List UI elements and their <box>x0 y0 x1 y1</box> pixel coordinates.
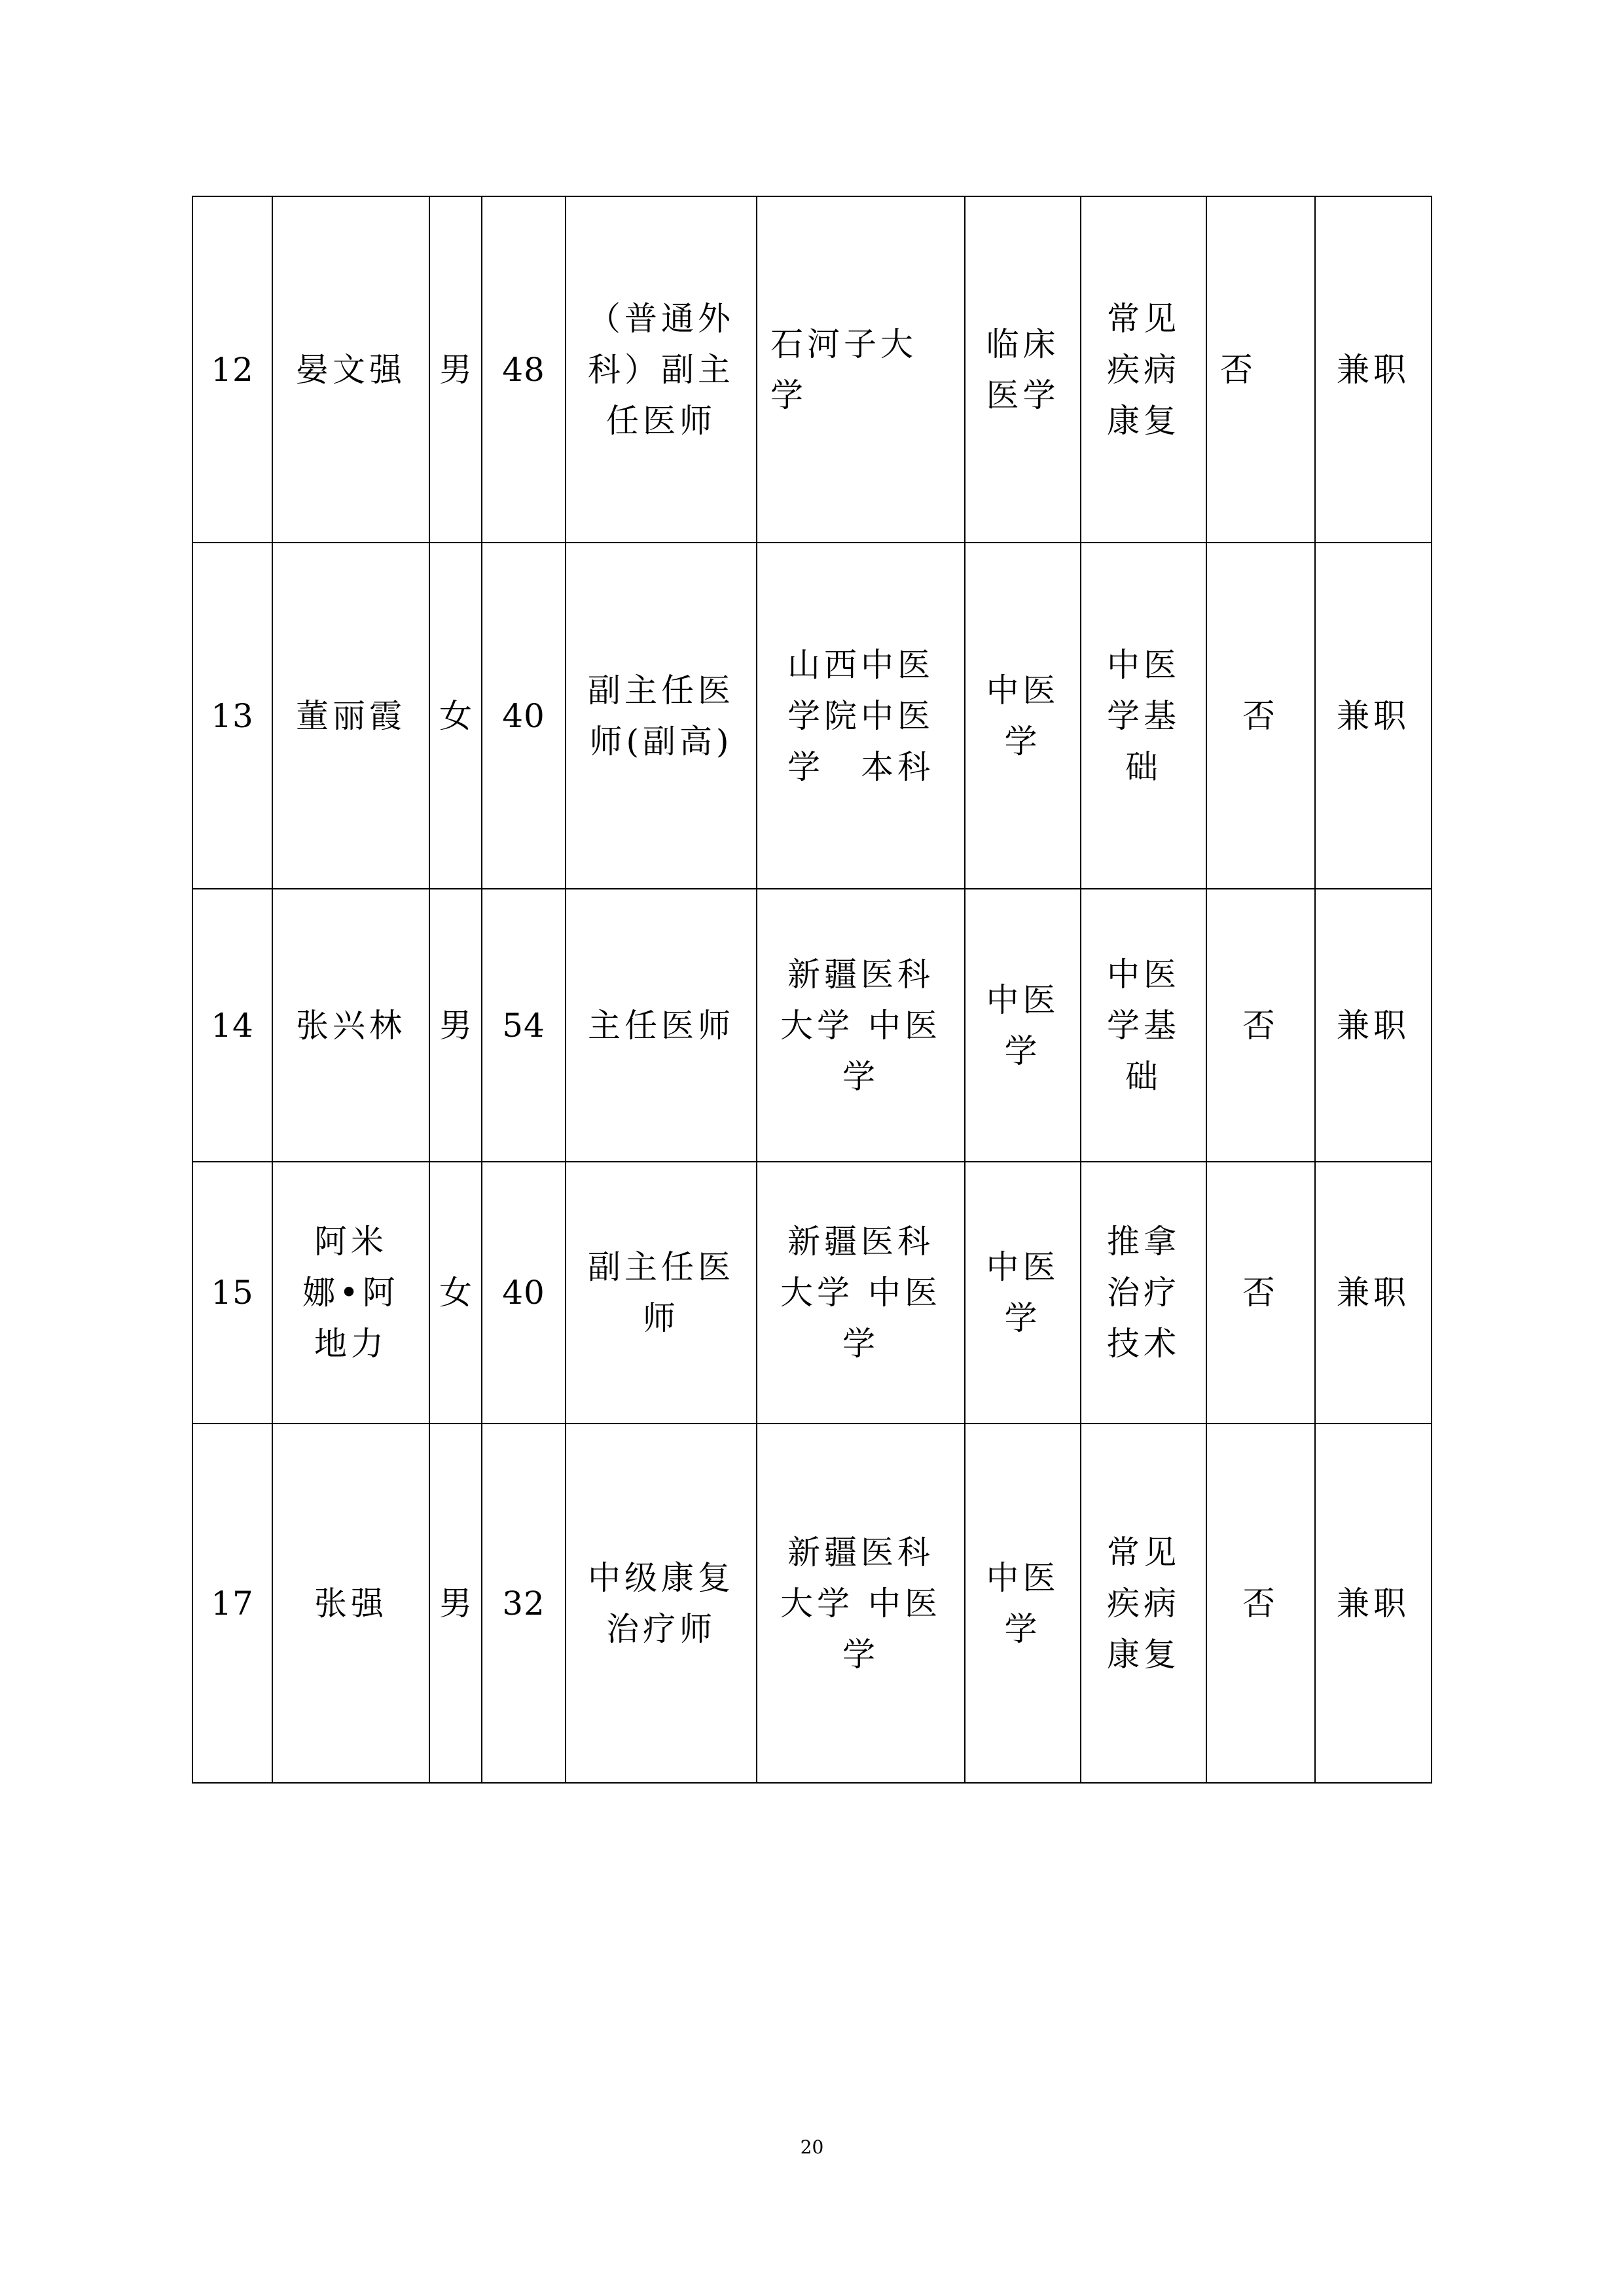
cell-subject <box>1081 543 1206 889</box>
cell-school-line: 石河子大 <box>770 325 917 363</box>
cell-subject-line: 学基 <box>1107 1006 1180 1045</box>
cell-school-line: 学 <box>842 1325 879 1363</box>
cell-major-line: 医学 <box>986 376 1060 414</box>
cell-title-line: 主任医师 <box>588 1006 734 1045</box>
cell-subject-line: 常见 <box>1107 1533 1180 1571</box>
cell-major-line: 学 <box>1004 1299 1041 1337</box>
cell-name <box>272 889 429 1162</box>
cell-school-line: 学 <box>842 1635 879 1674</box>
cell-school-line: 大学 中医 <box>780 1006 941 1045</box>
cell-name-line: 阿米 <box>314 1223 388 1261</box>
cell-major <box>965 1162 1081 1424</box>
cell-name <box>272 196 429 543</box>
cell-school-line: 山西中医 <box>787 645 934 684</box>
cell-subject-line: 疾病 <box>1107 1584 1180 1623</box>
cell-school-line: 学 <box>770 376 807 414</box>
cell-age: 40 <box>482 1162 566 1424</box>
cell-school <box>757 1424 965 1783</box>
table-row <box>192 889 1432 1162</box>
cell-title-line: 师 <box>643 1299 679 1337</box>
cell-major-line: 中医 <box>986 1248 1060 1286</box>
table-row <box>192 1424 1432 1783</box>
cell-major-line: 中医 <box>986 1558 1060 1597</box>
cell-age: 54 <box>482 889 566 1162</box>
cell-subject <box>1081 1162 1206 1424</box>
cell-name-line: 张强 <box>314 1584 388 1623</box>
cell-school-line: 新疆医科 <box>787 955 934 994</box>
cell-school <box>757 543 965 889</box>
cell-major <box>965 1424 1081 1783</box>
cell-age: 32 <box>482 1424 566 1783</box>
cell-subject <box>1081 1424 1206 1783</box>
cell-major-line: 学 <box>1004 722 1041 761</box>
cell-subject-line: 学基 <box>1107 696 1180 735</box>
cell-major <box>965 889 1081 1162</box>
cell-flag: 否 <box>1206 196 1315 543</box>
cell-title <box>566 1162 757 1424</box>
cell-subject-line: 中医 <box>1107 645 1180 684</box>
cell-number: 12 <box>192 196 272 543</box>
cell-gender: 男 <box>429 196 482 543</box>
cell-name-line: 董丽霞 <box>296 696 406 735</box>
cell-school-line: 新疆医科 <box>787 1223 934 1261</box>
cell-name <box>272 543 429 889</box>
cell-name <box>272 1424 429 1783</box>
cell-major <box>965 196 1081 543</box>
cell-employment: 兼职 <box>1315 543 1432 889</box>
cell-name-line: 张兴林 <box>296 1006 406 1045</box>
staff-table <box>192 196 1432 1784</box>
cell-flag: 否 <box>1206 889 1315 1162</box>
cell-school <box>757 1162 965 1424</box>
table-row <box>192 543 1432 889</box>
cell-subject-line: 常见 <box>1107 299 1180 338</box>
cell-title <box>566 196 757 543</box>
cell-title-line: 科）副主 <box>588 350 734 389</box>
cell-title <box>566 1424 757 1783</box>
cell-employment: 兼职 <box>1315 196 1432 543</box>
cell-subject-line: 康复 <box>1107 1635 1180 1674</box>
cell-major-line: 中医 <box>986 671 1060 709</box>
cell-major-line: 学 <box>1004 1609 1041 1648</box>
cell-major-line: 临床 <box>986 325 1060 363</box>
cell-gender: 男 <box>429 889 482 1162</box>
table-row <box>192 196 1432 543</box>
cell-gender: 女 <box>429 543 482 889</box>
cell-number: 13 <box>192 543 272 889</box>
cell-employment: 兼职 <box>1315 1162 1432 1424</box>
cell-subject-line: 疾病 <box>1107 350 1180 389</box>
cell-age: 48 <box>482 196 566 543</box>
cell-title <box>566 889 757 1162</box>
cell-name-line: 娜•阿 <box>302 1274 399 1312</box>
cell-number: 15 <box>192 1162 272 1424</box>
cell-title-line: （普通外 <box>588 299 734 338</box>
cell-number: 14 <box>192 889 272 1162</box>
table-body <box>192 196 1432 1783</box>
cell-title-line: 副主任医 <box>588 1248 734 1286</box>
page-number: 20 <box>800 2136 824 2158</box>
cell-flag: 否 <box>1206 1162 1315 1424</box>
cell-major-line: 学 <box>1004 1031 1041 1070</box>
cell-name-line: 地力 <box>314 1325 388 1363</box>
cell-school-line: 学 本科 <box>787 747 934 786</box>
cell-name <box>272 1162 429 1424</box>
cell-subject-line: 康复 <box>1107 401 1180 440</box>
cell-title-line: 副主任医 <box>588 671 734 709</box>
cell-school-line: 大学 中医 <box>780 1274 941 1312</box>
table-row <box>192 1162 1432 1424</box>
cell-subject <box>1081 889 1206 1162</box>
cell-flag: 否 <box>1206 543 1315 889</box>
cell-subject <box>1081 196 1206 543</box>
cell-number: 17 <box>192 1424 272 1783</box>
cell-school <box>757 196 965 543</box>
cell-age: 40 <box>482 543 566 889</box>
cell-gender: 女 <box>429 1162 482 1424</box>
cell-gender: 男 <box>429 1424 482 1783</box>
cell-school-line: 学院中医 <box>787 696 934 735</box>
cell-subject-line: 础 <box>1125 1057 1162 1096</box>
cell-title-line: 任医师 <box>606 401 716 440</box>
cell-employment: 兼职 <box>1315 1424 1432 1783</box>
cell-flag: 否 <box>1206 1424 1315 1783</box>
cell-subject-line: 础 <box>1125 747 1162 786</box>
cell-employment: 兼职 <box>1315 889 1432 1162</box>
cell-subject-line: 治疗 <box>1107 1274 1180 1312</box>
cell-subject-line: 中医 <box>1107 955 1180 994</box>
cell-title-line: 中级康复 <box>588 1558 734 1597</box>
cell-school-line: 学 <box>842 1057 879 1096</box>
cell-title-line: 师(副高) <box>589 722 733 761</box>
cell-school-line: 大学 中医 <box>780 1584 941 1623</box>
cell-subject-line: 技术 <box>1107 1325 1180 1363</box>
cell-name-line: 晏文强 <box>296 350 406 389</box>
cell-subject-line: 推拿 <box>1107 1223 1180 1261</box>
cell-school <box>757 889 965 1162</box>
cell-major <box>965 543 1081 889</box>
cell-title <box>566 543 757 889</box>
cell-major-line: 中医 <box>986 980 1060 1019</box>
cell-title-line: 治疗师 <box>606 1609 716 1648</box>
cell-school-line: 新疆医科 <box>787 1533 934 1571</box>
